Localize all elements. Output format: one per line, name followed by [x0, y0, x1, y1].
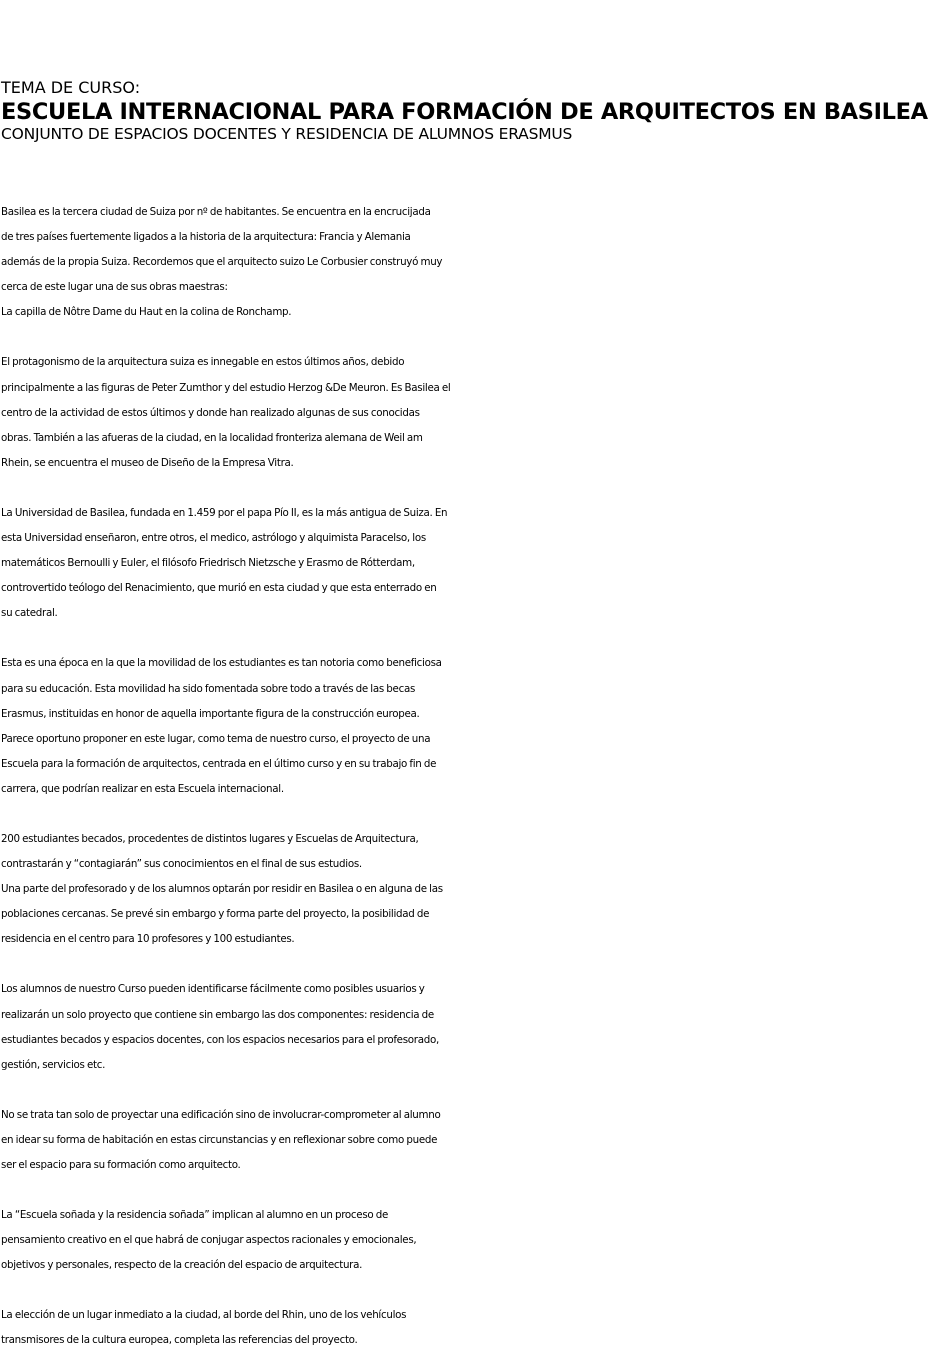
paragraph-line: Esta es una época en la que la movilidad de los estudiantes es tan notoria como beneficiosa: [1, 657, 442, 670]
document-header: [1, 77, 929, 144]
document-body: [1, 200, 930, 1356]
paragraph-line: Una parte del profesorado y de los alumnos optarán por residir en Basilea o en alguna de las: [1, 883, 443, 896]
body-paragraph: [1, 977, 930, 1077]
paragraph-line: La Universidad de Basilea, fundada en 1.459 por el papa Pío II, es la más antigua de Suiza. En: [1, 506, 448, 519]
paragraph-line: Basilea es la tercera ciudad de Suiza por nº de habitantes. Se encuentra en la encrucijada: [1, 206, 431, 218]
paragraph-line: gestión, servicios etc.: [1, 1058, 106, 1071]
paragraph-line: para su educación. Esta movilidad ha sido fomentada sobre todo a través de las becas: [1, 682, 416, 695]
paragraph-line: contrastarán y “contagiarán” sus conocimientos en el final de sus estudios.: [1, 858, 362, 871]
paragraph-line: La elección de un lugar inmediato a la ciudad, al borde del Rhin, uno de los vehículos: [1, 1309, 407, 1322]
paragraph-line: matemáticos Bernoulli y Euler, el filósofo Friedrisch Nietzsche y Erasmo de Rótterdam,: [1, 557, 415, 570]
paragraph-line: No se trata tan solo de proyectar una edificación sino de involucrar-comprometer al alumno: [1, 1108, 441, 1121]
document-subtitle: CONJUNTO DE ESPACIOS DOCENTES Y RESIDENCIA DE ALUMNOS ERASMUS: [1, 125, 573, 143]
paragraph-line: Escuela para la formación de arquitectos, centrada en el último curso y en su trabajo fin de: [1, 757, 437, 770]
document-title: ESCUELA INTERNACIONAL PARA FORMACIÓN DE ARQUITECTOS EN BASILEA: [1, 99, 928, 125]
paragraph-line: realizarán un solo proyecto que contiene sin embargo las dos componentes: residencia de: [1, 1008, 434, 1021]
paragraph-line: obras. También a las afueras de la ciudad, en la localidad fronteriza alemana de Weil am: [1, 431, 423, 444]
course-topic-label: TEMA DE CURSO:: [1, 78, 141, 97]
paragraph-line: transmisores de la cultura europea, completa las referencias del proyecto.: [1, 1334, 358, 1347]
paragraph-line: Parece oportuno proponer en este lugar, como tema de nuestro curso, el proyecto de una: [1, 732, 431, 745]
body-paragraph: [1, 1103, 930, 1178]
paragraph-line: pensamiento creativo en el que habrá de conjugar aspectos racionales y emocionales,: [1, 1234, 417, 1247]
body-paragraph: [1, 1303, 930, 1353]
paragraph-line: en idear su forma de habitación en estas circunstancias y en reflexionar sobre como puede: [1, 1133, 438, 1146]
paragraph-line: su catedral.: [1, 607, 58, 620]
paragraph-line: ser el espacio para su formación como arquitecto.: [1, 1159, 241, 1171]
paragraph-line: centro de la actividad de estos últimos y donde han realizado algunas de sus conocidas: [1, 406, 420, 419]
body-paragraph: [1, 1203, 930, 1278]
paragraph-line: Rhein, se encuentra el museo de Diseño de la Empresa Vitra.: [1, 456, 294, 469]
paragraph-line: principalmente a las figuras de Peter Zumthor y del estudio Herzog &De Meuron. Es Basilea el: [1, 381, 451, 394]
paragraph-line: Los alumnos de nuestro Curso pueden identificarse fácilmente como posibles usuarios y: [1, 983, 425, 996]
paragraph-line: objetivos y personales, respecto de la creación del espacio de arquitectura.: [1, 1259, 363, 1272]
paragraph-line: La capilla de Nôtre Dame du Haut en la colina de Ronchamp.: [1, 306, 292, 319]
body-paragraph: [1, 200, 930, 325]
body-paragraph: [1, 501, 930, 626]
paragraph-line: esta Universidad enseñaron, entre otros, el medico, astrólogo y alquimista Paracelso, los: [1, 532, 426, 545]
paragraph-line: de tres países fuertemente ligados a la historia de la arquitectura: Francia y Alemania: [1, 231, 411, 244]
paragraph-line: residencia en el centro para 10 profesores y 100 estudiantes.: [1, 933, 295, 946]
body-paragraph: [1, 827, 930, 952]
paragraph-line: poblaciones cercanas. Se prevé sin embargo y forma parte del proyecto, la posibilidad de: [1, 908, 430, 921]
body-paragraph: [1, 651, 930, 802]
paragraph-line: además de la propia Suiza. Recordemos que el arquitecto suizo Le Corbusier construyó muy: [1, 256, 443, 269]
paragraph-line: carrera, que podrían realizar en esta Escuela internacional.: [1, 782, 284, 795]
body-paragraph: [1, 350, 930, 475]
paragraph-line: El protagonismo de la arquitectura suiza es innegable en estos últimos años, debido: [1, 356, 405, 369]
paragraph-line: cerca de este lugar una de sus obras maestras:: [1, 281, 228, 294]
paragraph-line: estudiantes becados y espacios docentes, con los espacios necesarios para el profesorado,: [1, 1033, 439, 1046]
paragraph-line: La “Escuela soñada y la residencia soñada” implican al alumno en un proceso de: [1, 1209, 389, 1222]
paragraph-line: 200 estudiantes becados, procedentes de distintos lugares y Escuelas de Arquitectura,: [1, 832, 419, 845]
paragraph-line: Erasmus, instituidas en honor de aquella importante figura de la construcción europea.: [1, 707, 420, 720]
paragraph-line: controvertido teólogo del Renacimiento, que murió en esta ciudad y que esta enterrado en: [1, 582, 437, 595]
